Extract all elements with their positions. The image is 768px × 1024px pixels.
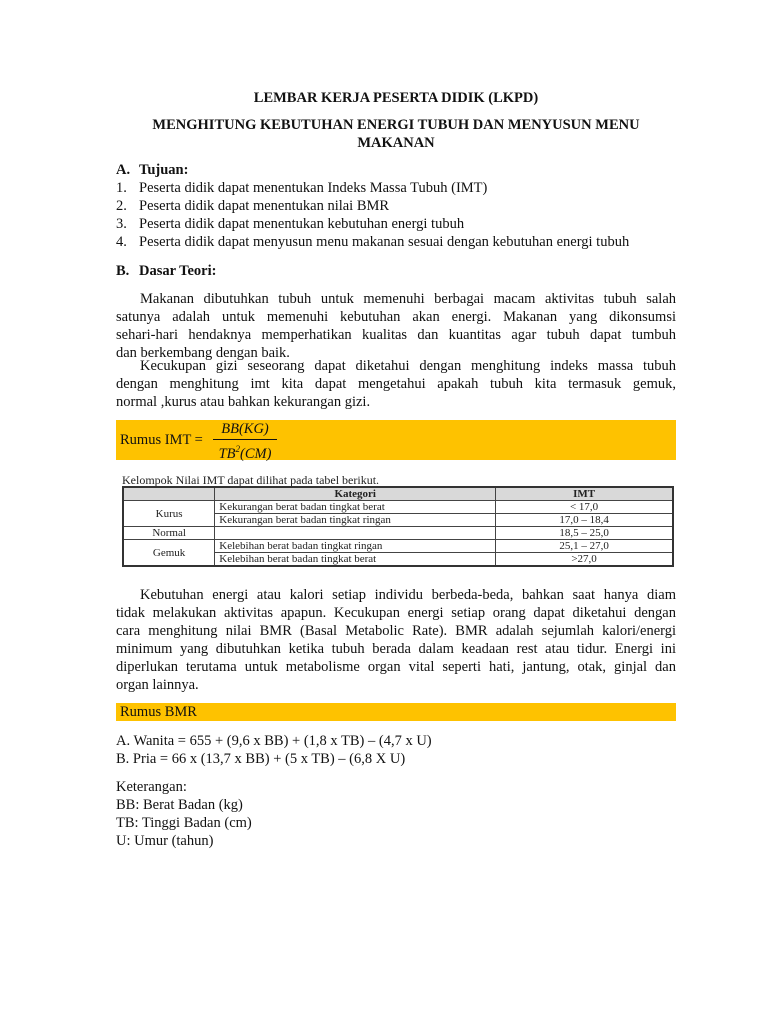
list-text: Peserta didik dapat menentukan nilai BMR — [139, 198, 390, 214]
list-item — [116, 233, 629, 251]
table-category-cell — [215, 527, 496, 540]
formula-denominator-base: TB — [218, 446, 236, 462]
section-heading-dasar-teori — [116, 262, 216, 280]
table-category-cell: Kelebihan berat badan tingkat ringan — [215, 540, 496, 553]
table-imt-cell: 17,0 – 18,4 — [496, 514, 673, 527]
section-heading-text: Dasar Teori: — [139, 263, 217, 279]
section-heading-text: Tujuan: — [139, 162, 189, 178]
document-subtitle-line2: MAKANAN — [357, 135, 435, 151]
formula-denominator-exponent: 2 — [235, 444, 240, 454]
keterangan-bb: BB: Berat Badan (kg) — [116, 797, 243, 813]
rumus-bmr-label: Rumus BMR — [120, 704, 197, 720]
table-category-cell: Kelebihan berat badan tingkat berat — [215, 553, 496, 567]
paragraph-line: Kebutuhan energi atau kalori setiap individu berbeda-beda, bahkan saat hanya diam — [140, 587, 676, 603]
keterangan-tb: TB: Tinggi Badan (cm) — [116, 815, 252, 831]
list-number: 1. — [116, 180, 127, 196]
paragraph-line: organ lainnya. — [116, 677, 199, 693]
section-tujuan — [116, 161, 629, 251]
list-text: Peserta didik dapat menentukan kebutuhan energi tubuh — [139, 216, 465, 232]
imt-formula-fraction — [213, 421, 277, 463]
bmr-formula-wanita: A. Wanita = 655 + (9,6 x BB) + (1,8 x TB) – (4,7 x U) — [116, 733, 432, 749]
document-subtitle-line1: MENGHITUNG KEBUTUHAN ENERGI TUBUH DAN MENYUSUN MENU — [152, 117, 640, 133]
table-header-cell: IMT — [496, 487, 673, 501]
paragraph-line: tidak melakukan aktivitas apapun. Kecukupan energi setiap orang dapat diketahui dengan — [116, 605, 676, 621]
keterangan-heading: Keterangan: — [116, 779, 187, 795]
table-header-cell: Kategori — [215, 487, 496, 501]
paragraph-line: dengan menghitung imt kita dapat mengetahui apakah tubuh kita termasuk gemuk, — [116, 376, 676, 392]
list-item — [116, 215, 629, 233]
table-row — [123, 501, 673, 514]
paragraph-line: satunya adalah untuk memenuhi kebutuhan akan energi. Makanan yang dikonsumsi — [116, 309, 676, 325]
paragraph-line: sehari-hari hendaknya memperhatikan kualitas dan kuantitas agar tubuh dapat tumbuh — [116, 327, 676, 343]
table-imt-cell: 25,1 – 27,0 — [496, 540, 673, 553]
document-title: LEMBAR KERJA PESERTA DIDIK (LKPD) — [253, 90, 539, 106]
rumus-imt-box — [116, 420, 676, 460]
rumus-imt-label: Rumus IMT = — [120, 432, 203, 448]
bmr-formulas — [116, 732, 432, 768]
table-row — [123, 540, 673, 553]
table-imt-cell: 18,5 – 25,0 — [496, 527, 673, 540]
section-marker: B. — [116, 263, 130, 279]
formula-denominator — [213, 440, 277, 463]
table-header-cell — [123, 487, 215, 501]
keterangan-u: U: Umur (tahun) — [116, 833, 214, 849]
paragraph-line: minimum yang dibutuhkan ketika tubuh berada dalam keadaan rest atau tidur. Energi ini — [116, 641, 676, 657]
paragraph-line: diperlukan terutama untuk metabolisme organ vital seperti hati, jantung, otak, ginjal dan — [116, 659, 676, 675]
imt-table-caption: Kelompok Nilai IMT dapat dilihat pada tabel berikut. — [122, 473, 380, 487]
paragraph-line: normal ,kurus atau bahkan kekurangan gizi. — [116, 394, 371, 410]
list-number: 4. — [116, 234, 127, 250]
paragraph-dasar-teori-2 — [116, 357, 676, 411]
table-group-cell: Normal — [123, 527, 215, 540]
paragraph-dasar-teori-1 — [116, 290, 676, 362]
formula-denominator-rest: (CM) — [240, 446, 272, 462]
table-imt-cell: < 17,0 — [496, 501, 673, 514]
paragraph-bmr — [116, 586, 676, 694]
paragraph-line: Makanan dibutuhkan tubuh untuk memenuhi berbagai macam aktivitas tubuh salah — [140, 291, 676, 307]
paragraph-line: dan berkembang dengan baik. — [116, 345, 290, 361]
paragraph-line: Kecukupan gizi seseorang dapat diketahui dengan menghitung indeks massa tubuh — [140, 358, 676, 374]
paragraph-line: cara menghitung nilai BMR (Basal Metabolic Rate). BMR adalah sejumlah kalori/energi — [116, 623, 676, 639]
section-marker: A. — [116, 162, 131, 178]
keterangan — [116, 778, 252, 850]
list-text: Peserta didik dapat menyusun menu makanan sesuai dengan kebutuhan energi tubuh — [139, 234, 630, 250]
table-group-cell: Gemuk — [123, 540, 215, 567]
imt-table — [122, 486, 674, 567]
table-row — [123, 527, 673, 540]
list-item — [116, 179, 629, 197]
table-imt-cell: >27,0 — [496, 553, 673, 567]
rumus-bmr-box — [116, 703, 676, 721]
table-category-cell: Kekurangan berat badan tingkat ringan — [215, 514, 496, 527]
list-number: 2. — [116, 198, 127, 214]
bmr-formula-pria: B. Pria = 66 x (13,7 x BB) + (5 x TB) – (6,8 X U) — [116, 751, 406, 767]
list-number: 3. — [116, 216, 127, 232]
list-item — [116, 197, 629, 215]
table-category-cell: Kekurangan berat badan tingkat berat — [215, 501, 496, 514]
table-group-cell: Kurus — [123, 501, 215, 527]
table-header-row — [123, 487, 673, 501]
section-heading-tujuan — [116, 161, 629, 179]
formula-numerator: BB(KG) — [213, 421, 277, 440]
list-text: Peserta didik dapat menentukan Indeks Massa Tubuh (IMT) — [139, 180, 488, 196]
